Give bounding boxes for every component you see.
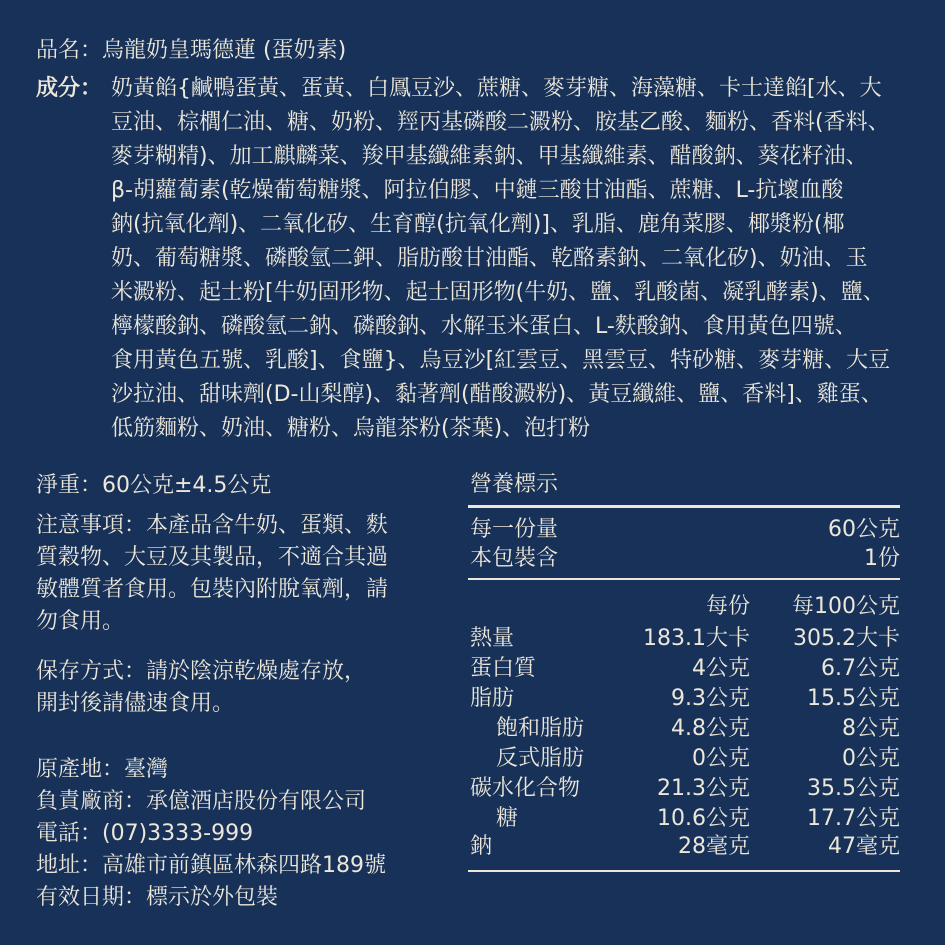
ingredients-line: 麥芽糊精)、加工麒麟菜、羧甲基纖維素鈉、甲基纖維素、醋酸鈉、葵花籽油、 (111, 144, 868, 169)
nutrient-per-100g: 6.7公克 (821, 656, 900, 681)
nutrient-per-serving: 21.3公克 (657, 776, 750, 801)
nutrient-per-100g: 8公克 (842, 716, 900, 741)
servings-per-pack-row (470, 544, 900, 574)
origin-block (36, 754, 386, 914)
nutrient-per-serving: 0公克 (692, 746, 750, 771)
nutrient-name: 糖 (496, 806, 519, 831)
per-serving-header: 每份 (705, 594, 750, 619)
nutrient-name: 飽和脂肪 (496, 716, 585, 741)
nutrition-row-sodium (470, 832, 900, 862)
nutrition-divider-bottom (468, 870, 900, 872)
nutrition-header-row (470, 592, 900, 622)
serving-size-label: 每一份量 (470, 517, 559, 542)
notice-line: 勿食用。 (36, 609, 125, 634)
address-line: 地址：高雄市前鎮區林森四路189號 (36, 853, 386, 878)
nutrition-row-sugar (470, 804, 900, 834)
ingredients-line: 沙拉油、甜味劑(D-山梨醇)、黏著劑(醋酸澱粉)、黃豆纖維、鹽、香料]、雞蛋、 (111, 382, 883, 407)
nutrient-per-serving: 28毫克 (678, 834, 750, 859)
per-100g-header: 每100公克 (792, 594, 900, 619)
servings-per-pack-value: 1份 (864, 546, 900, 571)
nutrient-per-100g: 0公克 (842, 746, 900, 771)
nutrient-name: 熱量 (470, 626, 515, 651)
nutrient-name: 反式脂肪 (496, 746, 585, 771)
nutrient-name: 鈉 (470, 834, 493, 859)
net-weight-text: 淨重：60公克±4.5公克 (36, 473, 272, 498)
ingredients-line: 低筋麵粉、奶油、糖粉、烏龍茶粉(茶葉)、泡打粉 (111, 416, 591, 441)
nutrition-divider-top (468, 505, 900, 508)
manufacturer-line: 負責廠商：承億酒店股份有限公司 (36, 789, 367, 814)
origin-line: 原產地：臺灣 (36, 757, 169, 782)
product-name-value: 烏龍奶皇瑪德蓮 (蛋奶素) (102, 38, 347, 63)
nutrient-name: 脂肪 (470, 686, 515, 711)
storage-block (36, 656, 366, 720)
nutrition-row-fat (470, 684, 900, 714)
nutrition-row-calories (470, 624, 900, 654)
notice-line: 敏體質者食用。包裝內附脫氧劑，請 (36, 577, 389, 602)
serving-size-row (470, 515, 900, 545)
storage-line: 開封後請儘速食用。 (36, 691, 235, 716)
nutrient-per-serving: 183.1大卡 (643, 626, 750, 651)
nutrient-name: 碳水化合物 (470, 776, 581, 801)
ingredients-line: β-胡蘿蔔素(乾燥葡萄糖漿、阿拉伯膠、中鏈三酸甘油酯、蔗糖、L-抗壞血酸 (111, 178, 844, 203)
ingredients-line: 奶、葡萄糖漿、磷酸氫二鉀、脂肪酸甘油酯、乾酪素鈉、二氧化矽)、奶油、玉 (111, 246, 868, 271)
ingredients-line: 豆油、棕櫚仁油、糖、奶粉、羥丙基磷酸二澱粉、胺基乙酸、麵粉、香料(香料、 (111, 110, 890, 135)
ingredients-text (111, 72, 911, 446)
nutrient-per-100g: 35.5公克 (807, 776, 900, 801)
nutrition-row-trans-fat (470, 744, 900, 774)
nutrient-per-serving: 4.8公克 (671, 716, 750, 741)
nutrition-divider-mid (468, 578, 900, 580)
nutrition-row-carbohydrate (470, 774, 900, 804)
nutrition-row-protein (470, 654, 900, 684)
nutrient-per-serving: 10.6公克 (657, 806, 750, 831)
expiry-line: 有效日期：標示於外包裝 (36, 885, 279, 910)
notice-line: 質穀物、大豆及其製品，不適合其過 (36, 545, 389, 570)
net-weight (36, 470, 271, 502)
servings-per-pack-label: 本包裝含 (470, 546, 559, 571)
nutrient-per-100g: 17.7公克 (807, 806, 900, 831)
nutrient-per-serving: 9.3公克 (671, 686, 750, 711)
ingredients-label: 成分： (36, 76, 103, 101)
storage-line: 保存方式：請於陰涼乾燥處存放， (36, 659, 367, 684)
notice-block (36, 510, 388, 638)
ingredients-line: 食用黃色五號、乳酸]、食鹽}、烏豆沙[紅雲豆、黑雲豆、特砂糖、麥芽糖、大豆 (111, 348, 891, 373)
nutrient-per-100g: 47毫克 (828, 834, 900, 859)
nutrition-row-saturated-fat (470, 714, 900, 744)
notice-line: 注意事項：本產品含牛奶、蛋類、麩 (36, 513, 389, 538)
ingredients-line: 檸檬酸鈉、磷酸氫二鈉、磷酸鈉、水解玉米蛋白、L-麩酸鈉、食用黃色四號、 (111, 314, 857, 339)
serving-size-value: 60公克 (828, 517, 900, 542)
nutrient-per-100g: 15.5公克 (807, 686, 900, 711)
nutrient-name: 蛋白質 (470, 656, 537, 681)
nutrition-title: 營養標示 (470, 472, 559, 497)
product-name-label: 品名： (36, 38, 103, 63)
nutrient-per-100g: 305.2大卡 (793, 626, 900, 651)
ingredients-line: 鈉(抗氧化劑)、二氧化矽、生育醇(抗氧化劑)]、乳脂、鹿角菜膠、椰漿粉(椰 (111, 212, 845, 237)
phone-line: 電話：(07)3333-999 (36, 821, 254, 846)
product-name-row (36, 36, 346, 66)
ingredients-line: 米澱粉、起士粉[牛奶固形物、起士固形物(牛奶、鹽、乳酸菌、凝乳酵素)、鹽、 (111, 280, 885, 305)
nutrient-per-serving: 4公克 (692, 656, 750, 681)
ingredients-line: 奶黃餡{鹹鴨蛋黃、蛋黃、白鳳豆沙、蔗糖、麥芽糖、海藻糖、卡士達餡[水、大 (111, 76, 882, 101)
